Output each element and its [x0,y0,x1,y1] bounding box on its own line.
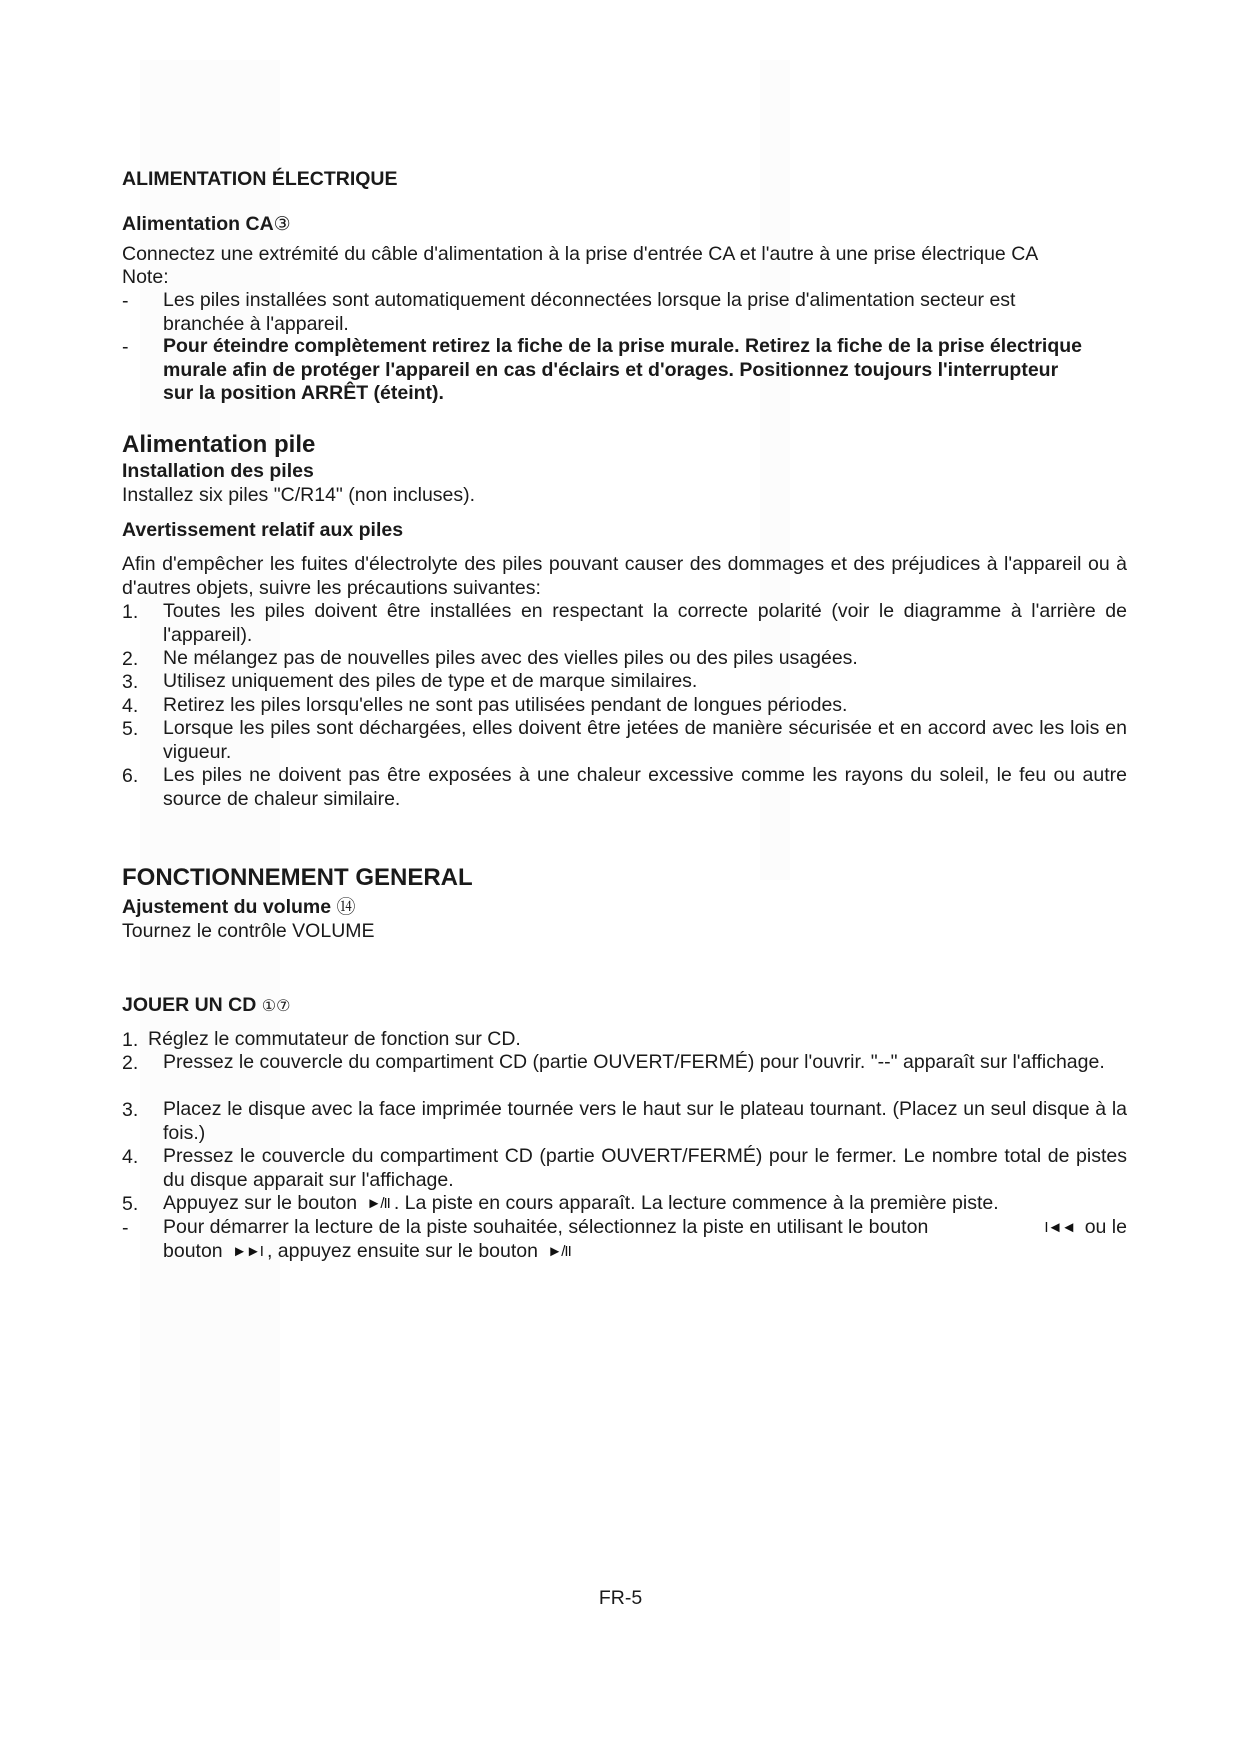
list-number: 4. [122,1146,139,1168]
battery-precaution-3: Utilisez uniquement des piles de type et de marque similaires. [163,670,698,692]
skip-forward-icon: ►►I [232,1242,263,1260]
bullet-dash: - [122,336,129,358]
note-label: Note: [122,266,169,288]
list-number: 5. [122,718,139,740]
cd-select-text-4: , appuyez ensuite sur le bouton [266,1239,538,1262]
list-number: 2. [122,1052,139,1074]
note-bullet-1: Les piles installées sont automatiquement déconnectées lorsque la prise d'alimentation secteur est branchée à l'appareil. [163,289,1016,335]
subheading-ac-label: Alimentation CA [122,213,274,235]
skip-back-icon: I◄◄ [1044,1219,1076,1236]
cd-select-text-1: Pour démarrer la lecture de la piste souhaitée, sélectionnez la piste en utilisant le bouton [163,1216,929,1238]
circled-1-7-icon: ①⑦ [261,998,291,1015]
cd-step-1: Réglez le commutateur de fonction sur CD. [148,1028,521,1050]
play-pause-icon: ►/II [547,1242,571,1260]
list-number: 5. [122,1193,139,1215]
play-pause-icon: ►/II [366,1195,390,1212]
list-number: 3. [122,1099,139,1121]
subheading-battery: Alimentation pile [122,431,316,458]
bullet-dash: - [122,290,129,312]
subheading-ac [122,212,291,237]
subheading-volume [122,895,356,920]
list-number: 2. [122,648,139,670]
cd-step-5 [163,1192,1127,1216]
cd-step-5-post: . La piste en cours apparaît. La lecture commence à la première piste. [393,1192,999,1214]
section-title-power: ALIMENTATION ÉLECTRIQUE [122,168,398,190]
list-number: 3. [122,671,139,693]
cd-step-3: Placez le disque avec la face imprimée tournée vers le haut sur le plateau tournant. (Placez un seul disque à la fois.) [163,1098,1127,1144]
circled-14-icon: ⑭ [336,897,356,918]
cd-title-label: JOUER UN CD [122,994,257,1016]
page-number: FR-5 [598,1587,643,1609]
cd-select-text-2: ou le [1084,1216,1127,1238]
cd-select-track-line-1 [163,1216,1127,1240]
list-number: 4. [122,695,139,717]
cd-step-4: Pressez le couvercle du compartiment CD (partie OUVERT/FERMÉ) pour le fermer. Le nombre total de pistes du disque apparait sur l'affichage. [163,1145,1127,1191]
list-number: 1. [122,1029,139,1051]
install-heading: Installation des piles [122,460,314,482]
battery-precaution-1: Toutes les piles doivent être installées en respectant la correcte polarité (voir le diagramme à l'arrière de l'appareil). [163,600,1127,646]
battery-precaution-2: Ne mélangez pas de nouvelles piles avec des vielles piles ou des piles usagées. [163,647,858,669]
cd-select-prev-group [1040,1216,1127,1240]
battery-precaution-4: Retirez les piles lorsqu'elles ne sont pas utilisées pendant de longues périodes. [163,694,848,716]
cd-step-5-pre: Appuyez sur le bouton [163,1192,358,1214]
circled-3-icon: ③ [273,214,291,235]
warning-heading: Avertissement relatif aux piles [122,519,404,541]
bullet-dash: - [122,1217,129,1239]
cd-select-text-3: bouton [163,1239,223,1262]
list-number: 6. [122,765,139,787]
volume-text: Tournez le contrôle VOLUME [122,920,375,942]
list-number: 1. [122,601,139,623]
section-title-general: FONCTIONNEMENT GENERAL [122,864,473,891]
battery-precaution-6: Les piles ne doivent pas être exposées à une chaleur excessive comme les rayons du soleil, le feu ou autre source de chaleur similaire. [163,764,1127,810]
cd-select-track-line-2 [163,1240,1127,1264]
warning-intro: Afin d'empêcher les fuites d'électrolyte des piles pouvant causer des dommages et des préjudices à l'appareil ou à d'autres objets, suivre les précautions suivantes: [122,553,1127,599]
subheading-volume-label: Ajustement du volume [122,896,332,918]
cd-select-track [163,1216,1127,1263]
ac-instruction: Connectez une extrémité du câble d'alimentation à la prise d'entrée CA et l'autre à une prise électrique CA [122,243,1039,265]
battery-precaution-5: Lorsque les piles sont déchargées, elles doivent être jetées de manière sécurisée et en accord avec les lois en vigueur. [163,717,1127,763]
install-text: Installez six piles "C/R14" (non incluses). [122,484,476,506]
section-title-cd [122,993,290,1019]
note-bullet-2: Pour éteindre complètement retirez la fiche de la prise murale. Retirez la fiche de la prise électrique murale afin de protéger l'appareil en cas d'éclairs et d'orages. Positionnez toujours l'interrupteur sur la position ARRÊT (éteint). [163,335,1082,404]
cd-step-2: Pressez le couvercle du compartiment CD (partie OUVERT/FERMÉ) pour l'ouvrir. "--" apparaît sur l'affichage. [163,1051,1105,1073]
